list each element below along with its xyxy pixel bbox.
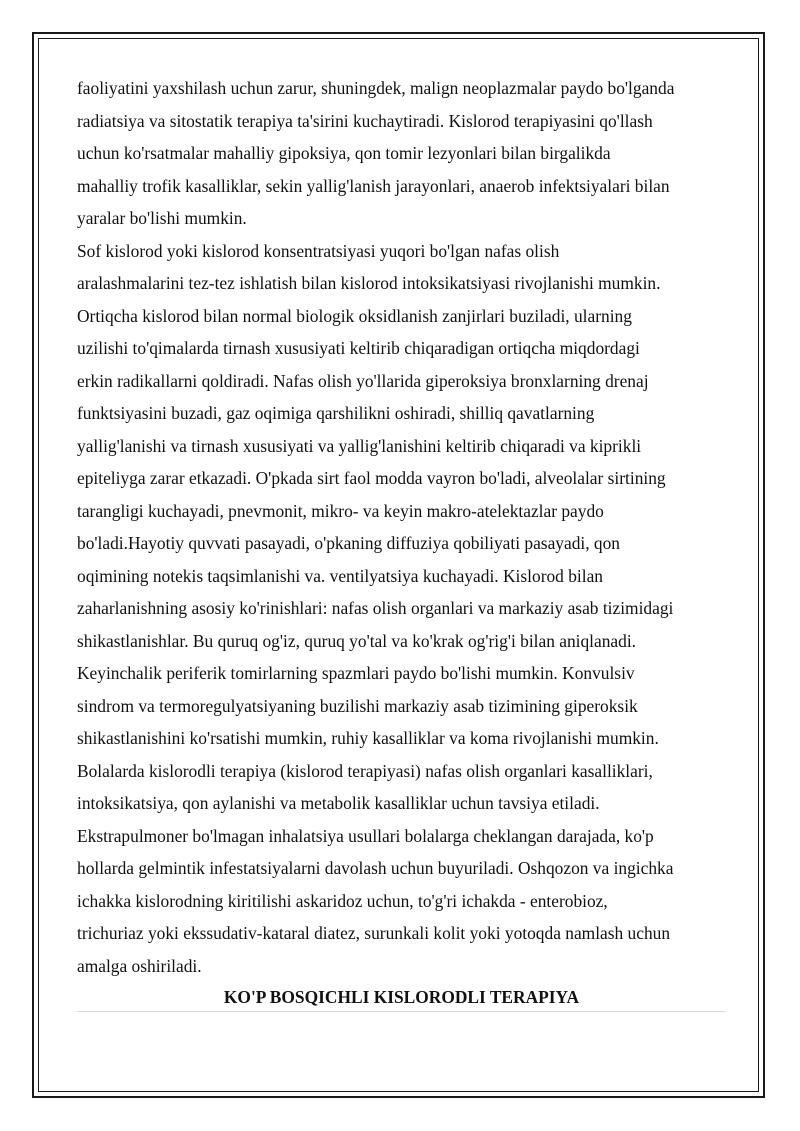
text-line: amalga oshiriladi. [77, 955, 202, 976]
text-line: tarangligi kuchayadi, pnevmonit, mikro- va keyin makro-atelektazlar paydo [77, 500, 604, 521]
section-heading: KO'P BOSQICHLI KISLORODLI TERAPIYA [223, 987, 580, 1007]
text-line: hollarda gelmintik infestatsiyalarni davolash uchun buyuriladi. Oshqozon va ingichka [77, 858, 674, 878]
text-line: Sof kislorod yoki kislorod konsentratsiyasi yuqori bo'lgan nafas olish [77, 240, 560, 261]
text-line: funktsiyasini buzadi, gaz oqimiga qarshilikni oshiradi, shilliq qavatlarning [77, 403, 595, 423]
text-line: trichuriaz yoki ekssudativ-kataral diatez, surunkali kolit yoki yotoqda namlash uchun [77, 923, 671, 943]
text-line: yallig'lanishi va tirnash xususiyati va yallig'lanishini keltirib chiqaradi va kiprikli [77, 435, 642, 456]
text-line: aralashmalarini tez-tez ishlatish bilan kislorod intoksikatsiyasi rivojlanishi mumkin. [77, 273, 661, 293]
text-line: sindrom va termoregulyatsiyaning buzilishi markaziy asab tizimining giperoksik [77, 695, 638, 716]
text-line: shikastlanishlar. Bu quruq og'iz, quruq yo'tal va ko'krak og'rig'i bilan aniqlanadi. [77, 630, 637, 651]
text-line: uzilishi to'qimalarda tirnash xususiyati keltirib chiqaradigan ortiqcha miqdordagi [77, 338, 640, 358]
text-line: faoliyatini yaxshilash uchun zarur, shuningdek, malign neoplazmalar paydo bo'lganda [77, 78, 675, 98]
text-line: bo'ladi.Hayotiy quvvati pasayadi, o'pkaning diffuziya qobiliyati pasayadi, qon [77, 533, 621, 553]
text-line: ichakka kislorodning kiritilishi askaridoz uchun, to'g'ri ichakda - enterobioz, [77, 890, 608, 911]
text-line: epiteliyga zarar etkazadi. O'pkada sirt faol modda vayron bo'ladi, alveolalar sirtining [77, 468, 666, 488]
text-line: oqimining notekis taqsimlanishi va. ventilyatsiya kuchayadi. Kislorod bilan [77, 565, 603, 586]
text-line: Keyinchalik periferik tomirlarning spazmlari paydo bo'lishi mumkin. Konvulsiv [77, 663, 635, 683]
text-line: radiatsiya va sitostatik terapiya ta'sirini kuchaytiradi. Kislorod terapiyasini qo'llash [77, 110, 653, 131]
text-line: mahalliy trofik kasalliklar, sekin yallig'lanish jarayonlari, anaerob infektsiyalari bilan [77, 175, 670, 196]
heading-divider [77, 1011, 725, 1012]
text-line: shikastlanishini ko'rsatishi mumkin, ruhiy kasalliklar va koma rivojlanishi mumkin. [77, 728, 659, 748]
text-line: Ekstrapulmoner bo'lmagan inhalatsiya usullari bolalarga cheklangan darajada, ko'p [77, 825, 654, 846]
text-line: intoksikatsiya, qon aylanishi va metabolik kasalliklar uchun tavsiya etiladi. [77, 793, 600, 813]
text-line: Ortiqcha kislorod bilan normal biologik oksidlanish zanjirlari buziladi, ularning [77, 305, 632, 326]
text-line: zaharlanishning asosiy ko'rinishlari: nafas olish organlari va markaziy asab tizimidagi [77, 598, 674, 618]
text-line: Bolalarda kislorodli terapiya (kislorod terapiyasi) nafas olish organlari kasalliklari, [77, 760, 653, 781]
text-line: erkin radikallarni qoldiradi. Nafas olish yo'llarida giperoksiya bronxlarning drenaj [77, 370, 649, 391]
body-text [77, 72, 726, 982]
text-line: yaralar bo'lishi mumkin. [77, 208, 247, 228]
text-line: uchun ko'rsatmalar mahalliy gipoksiya, qon tomir lezyonlari bilan birgalikda [77, 143, 611, 163]
